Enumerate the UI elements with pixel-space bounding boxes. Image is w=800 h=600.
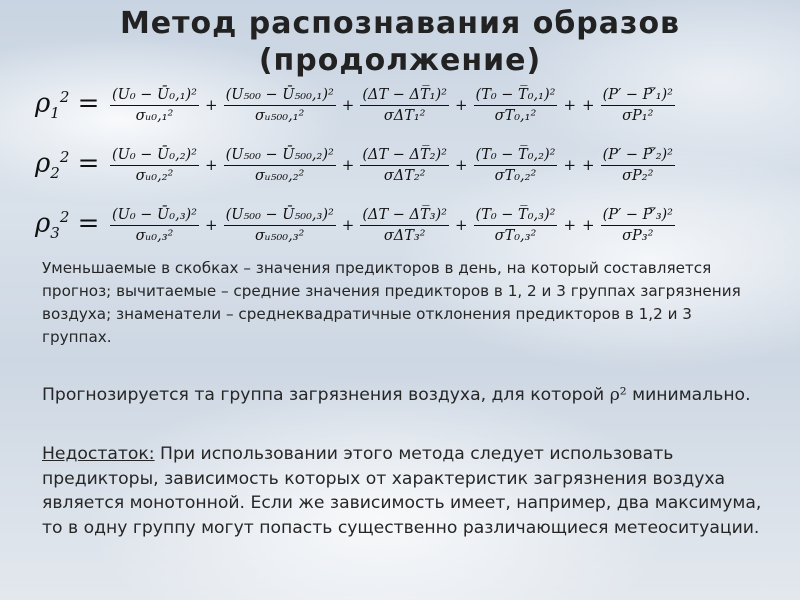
fraction-term: $\frac{\text{(U₅₀₀ − Ū₅₀₀,₃)²}}{\text{σᵤ₅₀₀,₃²}}$ — [225, 206, 334, 244]
forecast-paragraph — [42, 383, 762, 407]
forecast-text: Прогнозируется та группа загрязнения воздуха, для которой — [42, 385, 610, 405]
fraction-term: $\frac{\text{(ΔT − ΔT̅₁)²}}{\text{σΔT₁²}}$ — [362, 86, 447, 124]
explanation-paragraph: Уменьшаемые в скобках – значения предикторов в день, на который составляется прогноз; вычитаемые – средние значения предикторов в 1, 2 и 3 группах загрязнения воздуха; знаменатели – среднеквадратичные отклонения предикторов в 1,2 и 3 группах. — [42, 259, 741, 346]
fraction-term: $\frac{\text{(U₀ − Ū₀,₁)²}}{\text{σᵤ₀,₁²}}$ — [112, 86, 197, 124]
rho-squared-symbol: ρ² — [609, 385, 627, 405]
fraction-term: $\frac{\text{(P′ − P′̅₁)²}}{\text{σP₁²}}$ — [602, 86, 673, 124]
forecast-tail: минимально. — [626, 385, 751, 405]
drawback-text: При использовании этого метода следует использовать предикторы, зависимость которых от характеристик загрязнения воздуха является монотонной. Если же зависимость имеет, например, два максимума, то в одну группу могут попасть существенно различающиеся метеоситуации. — [42, 444, 762, 538]
formula-lhs: $\rho_1^2$ = — [35, 88, 100, 122]
fraction-term: $\frac{\text{(ΔT − ΔT̅₃)²}}{\text{σΔT₃²}}$ — [362, 206, 447, 244]
formula-rho3: $\rho_3^2$ = $\frac{\text{(U₀ − Ū₀,₃)²}}{\text{σᵤ₀,₃²}}$ + $\frac{\text{(U₅₀₀ − Ū₅₀₀,₃)²}}{\text{σᵤ₅₀₀,₃²}}$ + $\frac{\text{(ΔT − ΔT̅₃)²}}{\text{σΔT₃²}}$ + $\frac{\text{(T₀ − T̅₀,₃)²}}{\text{σT₀,₃²}}$ + + $\frac{\text{(P′ − P′̅₃)²}}{\text{σP₃²}}$ — [35, 206, 673, 244]
fraction-term: $\frac{\text{(U₀ − Ū₀,₂)²}}{\text{σᵤ₀,₂²}}$ — [112, 146, 197, 184]
fraction-term: $\frac{\text{(T₀ − T̅₀,₃)²}}{\text{σT₀,₃²}}$ — [475, 206, 556, 244]
fraction-term: $\frac{\text{(U₀ − Ū₀,₃)²}}{\text{σᵤ₀,₃²}}$ — [112, 206, 197, 244]
slide-title-line1: Метод распознавания образов — [119, 6, 681, 41]
fraction-term: $\frac{\text{(T₀ − T̅₀,₂)²}}{\text{σT₀,₂²}}$ — [475, 146, 556, 184]
slide-title-line2: (продолжение) — [258, 43, 542, 78]
fraction-term: $\frac{\text{(ΔT − ΔT̅₂)²}}{\text{σΔT₂²}}$ — [362, 146, 447, 184]
fraction-term: $\frac{\text{(U₅₀₀ − Ū₅₀₀,₁)²}}{\text{σᵤ₅₀₀,₁²}}$ — [225, 86, 334, 124]
formula-lhs: $\rho_3^2$ = — [35, 208, 100, 242]
fraction-term: $\frac{\text{(T₀ − T̅₀,₁)²}}{\text{σT₀,₁²}}$ — [475, 86, 556, 124]
formula-lhs: $\rho_2^2$ = — [35, 148, 100, 182]
drawback-paragraph — [42, 442, 762, 540]
fraction-term: $\frac{\text{(P′ − P′̅₂)²}}{\text{σP₂²}}$ — [602, 146, 673, 184]
formula-rho2: $\rho_2^2$ = $\frac{\text{(U₀ − Ū₀,₂)²}}{\text{σᵤ₀,₂²}}$ + $\frac{\text{(U₅₀₀ − Ū₅₀₀,₂)²}}{\text{σᵤ₅₀₀,₂²}}$ + $\frac{\text{(ΔT − ΔT̅₂)²}}{\text{σΔT₂²}}$ + $\frac{\text{(T₀ − T̅₀,₂)²}}{\text{σT₀,₂²}}$ + + $\frac{\text{(P′ − P′̅₂)²}}{\text{σP₂²}}$ — [35, 146, 673, 184]
drawback-label: Недостаток: — [42, 444, 155, 464]
formula-rho1: $\rho_1^2$ = $\frac{\text{(U₀ − Ū₀,₁)²}}{\text{σᵤ₀,₁²}}$ + $\frac{\text{(U₅₀₀ − Ū₅₀₀,₁)²}}{\text{σᵤ₅₀₀,₁²}}$ + $\frac{\text{(ΔT − ΔT̅₁)²}}{\text{σΔT₁²}}$ + $\frac{\text{(T₀ − T̅₀,₁)²}}{\text{σT₀,₁²}}$ + + $\frac{\text{(P′ − P′̅₁)²}}{\text{σP₁²}}$ — [35, 86, 673, 124]
fraction-term: $\frac{\text{(U₅₀₀ − Ū₅₀₀,₂)²}}{\text{σᵤ₅₀₀,₂²}}$ — [225, 146, 334, 184]
fraction-term: $\frac{\text{(P′ − P′̅₃)²}}{\text{σP₃²}}$ — [602, 206, 673, 244]
